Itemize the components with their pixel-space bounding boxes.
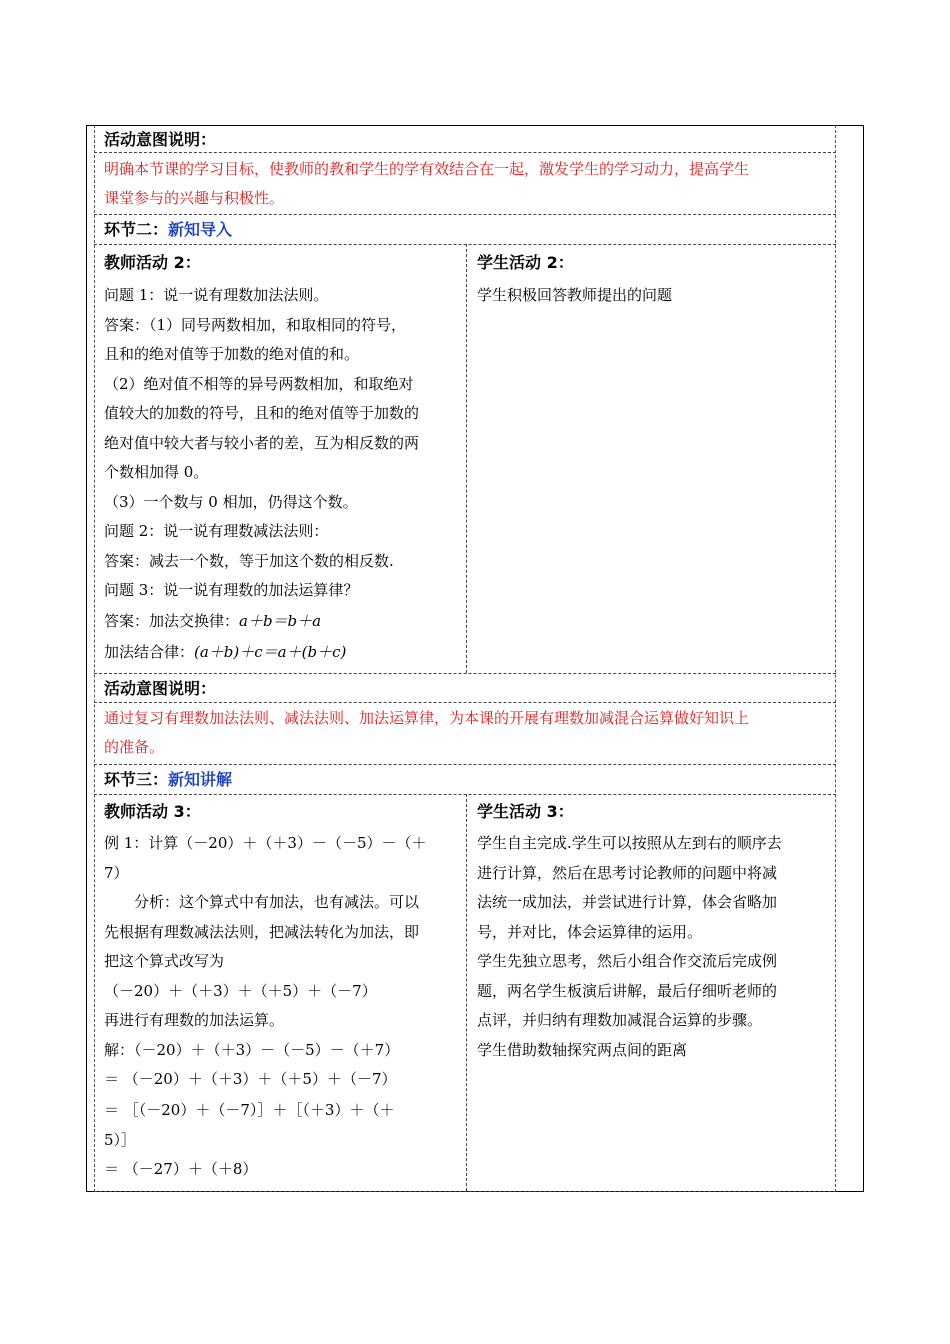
text-line xyxy=(104,637,419,668)
student-activity-3-content xyxy=(477,829,782,1065)
intent-text-1-line1: 明确本节课的学习目标，使教师的教和学生的学有效结合在一起，激发学生的学习动力，提高学生 xyxy=(104,160,750,178)
text-line: 答案：（1）同号两数相加，和取相同的符号， xyxy=(104,315,407,334)
teacher-activity-3-content xyxy=(104,829,427,1185)
text-line: 例 1：计算（－20）＋（＋3）－（－5）－（＋ xyxy=(104,834,427,852)
text-line: 号，并对比，体会运算律的运用。 xyxy=(477,922,703,941)
text-line: 5）］ xyxy=(104,1130,137,1149)
commutative-formula: a＋b＝b＋a xyxy=(239,611,322,630)
text-line: 答案：减去一个数，等于加这个数的相反数. xyxy=(104,551,394,570)
text-line: 进行计算，然后在思考讨论教师的问题中将减 xyxy=(477,863,778,882)
text-line: 题，两名学生板演后讲解，最后仔细听老师的 xyxy=(477,981,778,1000)
text-line: ＝ （－20）＋（＋3）＋（＋5）＋（－7） xyxy=(104,1070,397,1088)
intent-text-2-line2: 的准备。 xyxy=(104,738,165,756)
text-line: 再进行有理数的加法运算。 xyxy=(104,1011,285,1029)
teacher-activity-2-content xyxy=(104,281,419,668)
row-divider xyxy=(94,1191,836,1192)
text-line: 问题 1：说一说有理数加法法则。 xyxy=(104,286,329,304)
text-line: 学生积极回答教师提出的问题 xyxy=(477,286,673,304)
associative-prefix: 加法结合律： xyxy=(104,642,195,661)
text-line: 且和的绝对值等于加数的绝对值的和。 xyxy=(104,345,360,363)
intent-text-2-line1: 通过复习有理数加法法则、减法法则、加法运算律，为本课的开展有理数加减混合运算做好知识上 xyxy=(104,709,750,727)
text-line: 学生自主完成.学生可以按照从左到右的顺序去 xyxy=(477,834,782,852)
column-divider xyxy=(466,244,467,673)
text-line: 值较大的加数的符号，且和的绝对值等于加数的 xyxy=(104,404,420,422)
text-line: 分析：这个算式中有加法，也有减法。可以 xyxy=(104,893,420,911)
section3-heading-prefix: 环节三： xyxy=(104,770,169,789)
text-line: 问题 3：说一说有理数的加法运算律？ xyxy=(104,581,359,599)
text-line: （－20）＋（＋3）＋（＋5）＋（－7） xyxy=(104,981,377,1000)
text-line: 法统一成加法，并尝试进行计算，体会省略加 xyxy=(477,893,778,911)
section2-heading xyxy=(104,215,232,245)
text-line: （3）一个数与 0 相加，仍得这个数。 xyxy=(104,492,358,511)
text-line: 点评，并归纳有理数加减混合运算的步骤。 xyxy=(477,1011,763,1029)
text-line: 学生借助数轴探究两点间的距离 xyxy=(477,1040,688,1059)
student-activity-2-heading: 学生活动 2： xyxy=(477,253,574,272)
student-activity-3-heading: 学生活动 3： xyxy=(477,802,574,821)
text-line: 先根据有理数减法法则，把减法转化为加法，即 xyxy=(104,922,420,941)
section2-heading-title: 新知导入 xyxy=(168,220,233,239)
column-divider xyxy=(466,794,467,1191)
text-line: （2）绝对值不相等的异号两数相加，和取绝对 xyxy=(104,374,414,393)
text-line: 学生先独立思考，然后小组合作交流后完成例 xyxy=(477,952,778,970)
intent-heading-1: 活动意图说明： xyxy=(104,130,217,149)
text-line: 绝对值中较大者与较小者的差，互为相反数的两 xyxy=(104,433,420,452)
intent-text-1-line2: 课堂参与的兴趣与积极性。 xyxy=(104,189,285,207)
text-line: 7） xyxy=(104,863,129,882)
commutative-prefix: 答案：加法交换律： xyxy=(104,611,240,630)
text-line: 解：（－20）＋（＋3）－（－5）－（＋7） xyxy=(104,1040,400,1059)
intent-heading-2: 活动意图说明： xyxy=(104,679,217,698)
text-line: 个数相加得 0。 xyxy=(104,463,209,481)
teacher-activity-2-heading: 教师活动 2： xyxy=(104,253,201,272)
student-activity-2-content xyxy=(477,281,672,311)
text-line xyxy=(104,606,419,637)
associative-formula: (a＋b)＋c＝a＋(b＋c) xyxy=(194,642,347,661)
text-line: ＝ （－27）＋（＋8） xyxy=(104,1160,258,1178)
text-line: 问题 2：说一说有理数减法法则： xyxy=(104,522,329,540)
section3-heading xyxy=(104,765,232,795)
text-line: ＝ ［（－20）＋（－7）］＋［（＋3）＋（＋ xyxy=(104,1100,395,1119)
teacher-activity-3-heading: 教师活动 3： xyxy=(104,802,201,821)
section2-heading-prefix: 环节二： xyxy=(104,220,169,239)
text-line: 把这个算式改写为 xyxy=(104,952,225,970)
section3-heading-title: 新知讲解 xyxy=(168,770,233,789)
